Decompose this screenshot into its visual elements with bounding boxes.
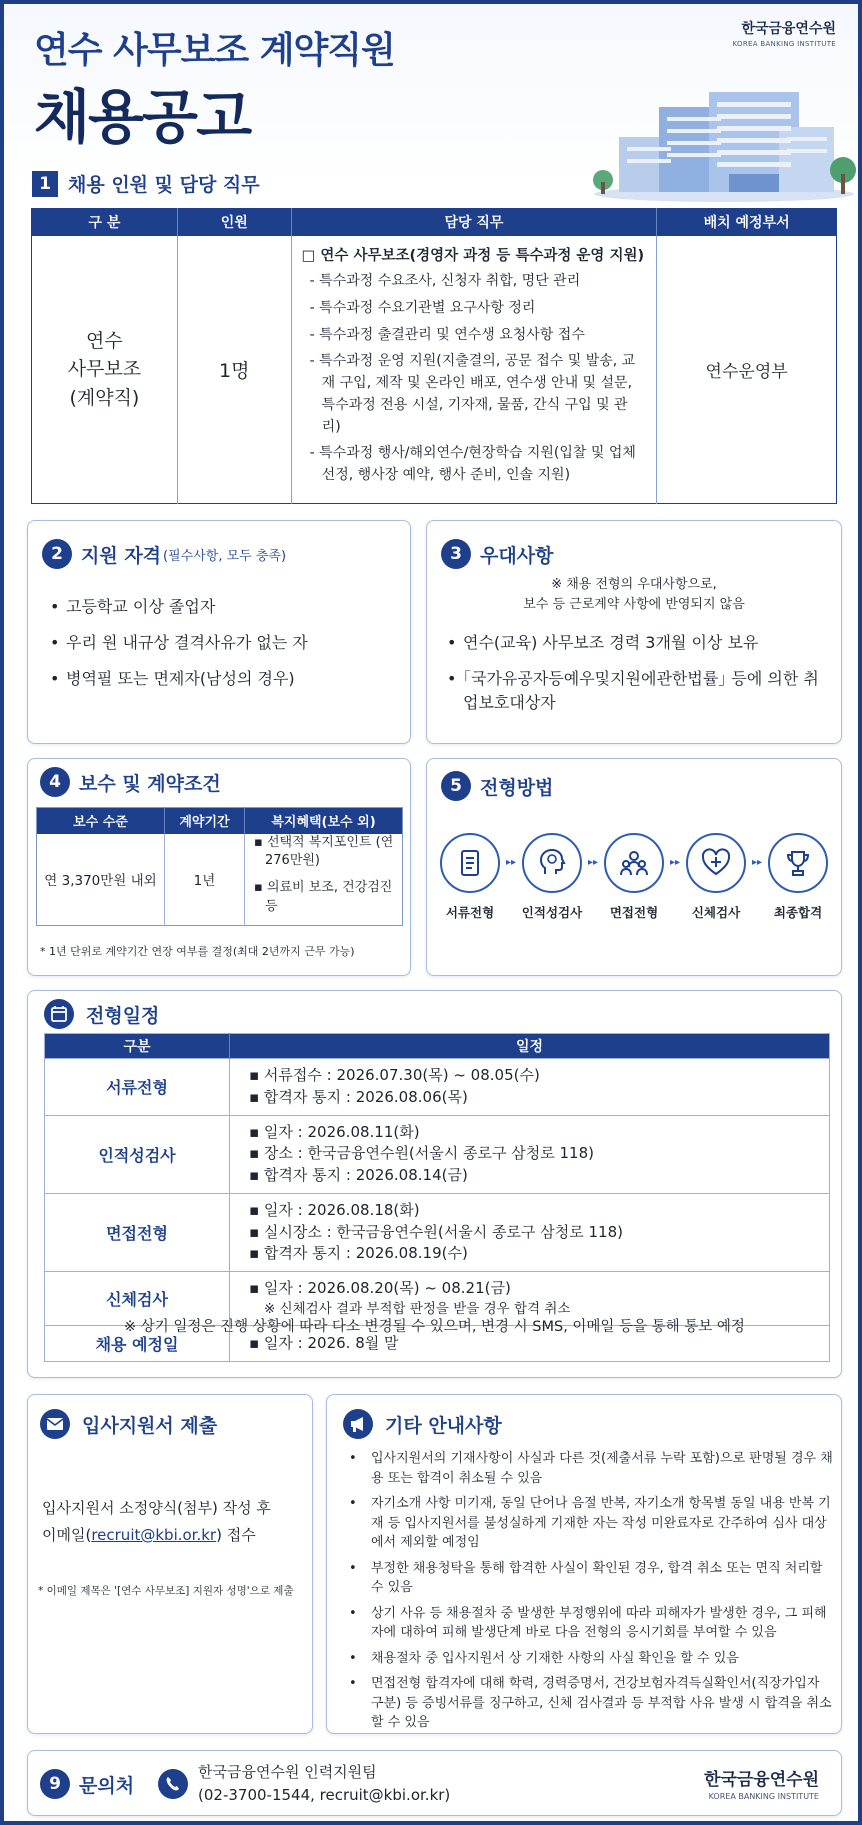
section-5-card bbox=[426, 758, 842, 976]
salary-table bbox=[36, 807, 403, 926]
schedule-stage: 면접전형 bbox=[45, 1193, 230, 1271]
section-2-label: 지원 자격 bbox=[81, 544, 162, 567]
preference-item: • ｢국가유공자등예우및지원에관한법률｣ 등에 의한 취업보호대상자 bbox=[441, 667, 831, 715]
notice-item: • 채용절차 중 입사지원서 상 기재한 사항의 사실 확인을 할 수 있음 bbox=[337, 1649, 833, 1669]
positions-header-dept: 배치 예정부서 bbox=[657, 209, 837, 236]
salary-header: 보수 수준 bbox=[37, 808, 165, 834]
duty-item: - 특수과정 수요조사, 신청자 취합, 명단 관리 bbox=[309, 273, 581, 290]
header-title-line2: 채용공고 bbox=[34, 83, 251, 151]
application-body bbox=[42, 1495, 271, 1549]
process-step-label: 신체검사 bbox=[691, 905, 741, 920]
schedule-stage: 서류전형 bbox=[45, 1059, 230, 1116]
positions-duty bbox=[291, 236, 657, 504]
contact-card bbox=[27, 1750, 842, 1816]
process-step-label: 서류전형 bbox=[445, 905, 495, 920]
schedule-line: ▪ 서류접수 : 2026.07.30(목) ~ 08.05(수) bbox=[249, 1066, 540, 1084]
process-step-aptitude bbox=[519, 833, 585, 921]
duty-item: - 특수과정 운영 지원(지출결의, 공문 접수 및 발송, 교재 구입, 제작 및 온라인 배포, 연수생 안내 및 설문, 특수과정 전용 시설, 기자재, 물품, 간식 구입 및 관리) bbox=[309, 353, 636, 435]
schedule-line: ▪ 합격자 통지 : 2026.08.14(금) bbox=[249, 1166, 468, 1184]
schedule-line: ▪ 합격자 통지 : 2026.08.06(목) bbox=[249, 1087, 468, 1106]
section-1-number: 1 bbox=[32, 171, 58, 197]
duty-item: - 특수과정 수요기관별 요구사항 정리 bbox=[309, 300, 536, 317]
period-header: 계약기간 bbox=[165, 808, 245, 834]
schedule-header-stage: 구분 bbox=[45, 1034, 230, 1059]
schedule-detail bbox=[230, 1059, 830, 1116]
schedule-stage: 인적성검사 bbox=[45, 1115, 230, 1193]
footer-logo-english: KOREA BANKING INSTITUTE bbox=[708, 1792, 819, 1801]
qualification-list bbox=[44, 595, 404, 703]
section-1-label: 채용 인원 및 담당 직무 bbox=[68, 174, 260, 196]
header-logo bbox=[733, 18, 836, 48]
preference-note-line2: 보수 등 근로계약 사항에 반영되지 않음 bbox=[523, 597, 745, 613]
preference-item: • 연수(교육) 사무보조 경력 3개월 이상 보유 bbox=[441, 631, 831, 655]
trophy-icon bbox=[783, 848, 813, 878]
contact-info bbox=[198, 1761, 450, 1806]
logo-english: KOREA BANKING INSTITUTE bbox=[732, 40, 836, 48]
contract-note: * 1년 단위로 계약기간 연장 여부를 결정(최대 2년까지 근무 가능) bbox=[40, 945, 355, 958]
application-line1: 입사지원서 소정양식(첨부) 작성 후 bbox=[42, 1499, 271, 1517]
benefit-item: ▪ 의료비 보조, 건강검진 등 bbox=[254, 880, 393, 915]
footer-logo bbox=[704, 1765, 819, 1801]
qualification-item: • 병역필 또는 면제자(남성의 경우) bbox=[44, 667, 404, 691]
process-step-label: 최종합격 bbox=[773, 905, 823, 920]
arrow-icon: ▸▸ bbox=[669, 857, 681, 868]
notice-item: • 상기 사유 등 채용절차 중 발생한 부정행위에 따라 피해자가 발생한 경우, 그 피해자에 대하여 피해 발생단계 바로 다음 전형의 응시기회를 부여할 수 있음 bbox=[337, 1604, 833, 1643]
section-3-title bbox=[441, 539, 553, 569]
process-step-label: 면접전형 bbox=[609, 905, 659, 920]
duty-item: - 특수과정 행사/해외연수/현장학습 지원(입찰 및 업체 선정, 행사장 예약, 행사 준비, 인솔 지원) bbox=[309, 445, 636, 483]
schedule-table bbox=[44, 1033, 830, 1362]
table-row bbox=[45, 1193, 830, 1271]
schedule-line: ▪ 실시장소 : 한국금융연수원(서울시 종로구 삼청로 118) bbox=[249, 1222, 623, 1241]
schedule-line: ▪ 일자 : 2026. 8월 말 bbox=[249, 1333, 399, 1352]
section-5-label: 전형방법 bbox=[480, 776, 554, 799]
arrow-icon: ▸▸ bbox=[751, 857, 763, 868]
process-step-label: 인적성검사 bbox=[521, 905, 583, 920]
section-2-card bbox=[27, 520, 411, 744]
process-step-medical bbox=[683, 833, 749, 921]
application-line2 bbox=[42, 1522, 271, 1549]
notice-item: • 면접전형 합격자에 대해 학력, 경력증명서, 건강보험자격득실확인서(직장가입자 구분) 등 증빙서류를 징구하고, 신체 검사결과 등 부적합 사유 발생 시 합격을 취소할 수 있음 bbox=[337, 1674, 833, 1733]
notice-item: • 부정한 채용청탁을 통해 합격한 사실이 확인된 경우, 합격 취소 또는 면직 처리할 수 있음 bbox=[337, 1559, 833, 1598]
calendar-icon bbox=[44, 999, 74, 1029]
arrow-icon: ▸▸ bbox=[505, 857, 517, 868]
positions-category: 연수 사무보조 (계약직) bbox=[32, 236, 178, 504]
positions-count: 1명 bbox=[177, 236, 291, 504]
application-title bbox=[40, 1409, 217, 1439]
application-text: ) 접수 bbox=[216, 1526, 256, 1544]
section-5-number: 5 bbox=[441, 771, 471, 801]
arrow-icon: ▸▸ bbox=[587, 857, 599, 868]
logo-korean: 한국금융연수원 bbox=[741, 21, 836, 37]
building-illustration-icon bbox=[589, 82, 859, 202]
benefits-header: 복지혜택(보수 외) bbox=[245, 808, 403, 834]
preference-list bbox=[441, 631, 831, 727]
application-card bbox=[27, 1394, 313, 1734]
contact-number: 9 bbox=[40, 1769, 70, 1799]
table-row bbox=[45, 1115, 830, 1193]
schedule-title bbox=[44, 999, 159, 1029]
positions-header-category: 구 분 bbox=[32, 209, 178, 236]
phone-icon bbox=[158, 1769, 188, 1799]
positions-header-count: 인원 bbox=[177, 209, 291, 236]
section-1-title bbox=[32, 170, 260, 197]
notice-item: • 입사지원서의 기재사항이 사실과 다른 것(제출서류 누락 포함)으로 판명될 경우 채용 또는 합격이 취소될 수 있음 bbox=[337, 1449, 833, 1488]
preference-note-line1: ※ 채용 전형의 우대사항으로, bbox=[551, 577, 717, 592]
process-step-document bbox=[437, 833, 503, 921]
notice-list bbox=[337, 1449, 833, 1739]
schedule-stage: 신체검사 bbox=[45, 1272, 230, 1326]
envelope-icon bbox=[40, 1409, 70, 1439]
qualification-item: • 고등학교 이상 졸업자 bbox=[44, 595, 404, 619]
heart-check-icon bbox=[700, 847, 732, 879]
preference-note bbox=[427, 575, 841, 615]
period-value: 1년 bbox=[165, 834, 245, 926]
duty-heading: □ 연수 사무보조(경영자 과정 등 특수과정 운영 지원) bbox=[301, 247, 645, 264]
positions-table bbox=[31, 208, 837, 504]
positions-dept: 연수운영부 bbox=[705, 361, 788, 382]
schedule-change-note: ※ 상기 일정은 진행 상황에 따라 다소 변경될 수 있으며, 변경 시 SMS, 이메일 등을 통해 통보 예정 bbox=[124, 1319, 745, 1335]
qualification-item: • 우리 원 내규상 결격사유가 없는 자 bbox=[44, 631, 404, 655]
notice-item: • 자기소개 사항 미기재, 동일 단어나 음절 반복, 자기소개 항목별 동일 내용 반복 기재 등 입사지원서를 불성실하게 기재한 자는 작성 미완료자로 간주하여 심사 대상에서 제외할 예정임 bbox=[337, 1494, 833, 1553]
schedule-line: ▪ 합격자 통지 : 2026.08.19(수) bbox=[249, 1244, 468, 1263]
schedule-note: ※ 신체검사 결과 부적합 판정을 받을 경우 합격 취소 bbox=[264, 1300, 571, 1317]
people-icon bbox=[618, 847, 650, 879]
table-row bbox=[45, 1059, 830, 1116]
megaphone-icon bbox=[343, 1409, 373, 1439]
application-label: 입사지원서 제출 bbox=[82, 1414, 218, 1437]
section-3-card bbox=[426, 520, 842, 744]
schedule-label: 전형일정 bbox=[86, 1004, 160, 1027]
process-step-final bbox=[765, 833, 831, 921]
section-5-title bbox=[441, 771, 553, 801]
header-title-line1: 연수 사무보조 계약직원 bbox=[34, 30, 395, 71]
contact-phone-email[interactable]: (02-3700-1544, recruit@kbi.or.kr) bbox=[198, 1785, 451, 1804]
application-note: * 이메일 제목은 '[연수 사무보조] 지원자 성명'으로 제출 bbox=[38, 1585, 294, 1597]
salary-value: 연 3,370만원 내외 bbox=[37, 834, 165, 926]
schedule-line: ▪ 일자 : 2026.08.18(화) bbox=[249, 1200, 420, 1219]
section-4-title bbox=[40, 767, 221, 797]
section-2-number: 2 bbox=[42, 539, 72, 569]
notice-card bbox=[326, 1394, 842, 1734]
schedule-card bbox=[27, 990, 842, 1378]
section-2-note: (필수사항, 모두 충족) bbox=[163, 548, 287, 564]
contact-title bbox=[40, 1769, 134, 1799]
benefits-value bbox=[245, 834, 403, 926]
selection-process bbox=[427, 833, 841, 921]
schedule-line: ▪ 일자 : 2026.08.20(목) ~ 08.21(금) bbox=[249, 1279, 511, 1297]
notice-label: 기타 안내사항 bbox=[385, 1414, 502, 1437]
positions-header-duty: 담당 직무 bbox=[291, 209, 657, 236]
benefit-item: ▪ 선택적 복지포인트 (연 276만원) bbox=[254, 834, 394, 869]
section-4-label: 보수 및 계약조건 bbox=[79, 772, 221, 795]
section-3-number: 3 bbox=[441, 539, 471, 569]
process-step-interview bbox=[601, 833, 667, 921]
notice-title bbox=[343, 1409, 502, 1439]
duty-item: - 특수과정 출결관리 및 연수생 요청사항 접수 bbox=[309, 326, 585, 343]
document-icon bbox=[455, 848, 485, 878]
application-text: 이메일( bbox=[42, 1526, 92, 1544]
section-4-card bbox=[27, 758, 411, 976]
schedule-stage: 채용 예정일 bbox=[45, 1326, 230, 1362]
schedule-detail bbox=[230, 1193, 830, 1271]
head-brain-icon bbox=[536, 847, 568, 879]
contact-team: 한국금융연수원 인력지원팀 bbox=[198, 1763, 377, 1781]
section-2-title bbox=[42, 539, 286, 569]
schedule-line: ▪ 장소 : 한국금융연수원(서울시 종로구 삼청로 118) bbox=[249, 1144, 594, 1163]
schedule-header-date: 일정 bbox=[230, 1034, 830, 1059]
section-3-label: 우대사항 bbox=[480, 544, 554, 567]
contact-label: 문의처 bbox=[79, 1774, 135, 1797]
email-link[interactable]: recruit@kbi.or.kr bbox=[91, 1526, 217, 1544]
section-4-number: 4 bbox=[40, 767, 70, 797]
schedule-line: ▪ 일자 : 2026.08.11(화) bbox=[249, 1122, 420, 1141]
footer-logo-korean: 한국금융연수원 bbox=[704, 1770, 819, 1790]
schedule-detail bbox=[230, 1115, 830, 1193]
